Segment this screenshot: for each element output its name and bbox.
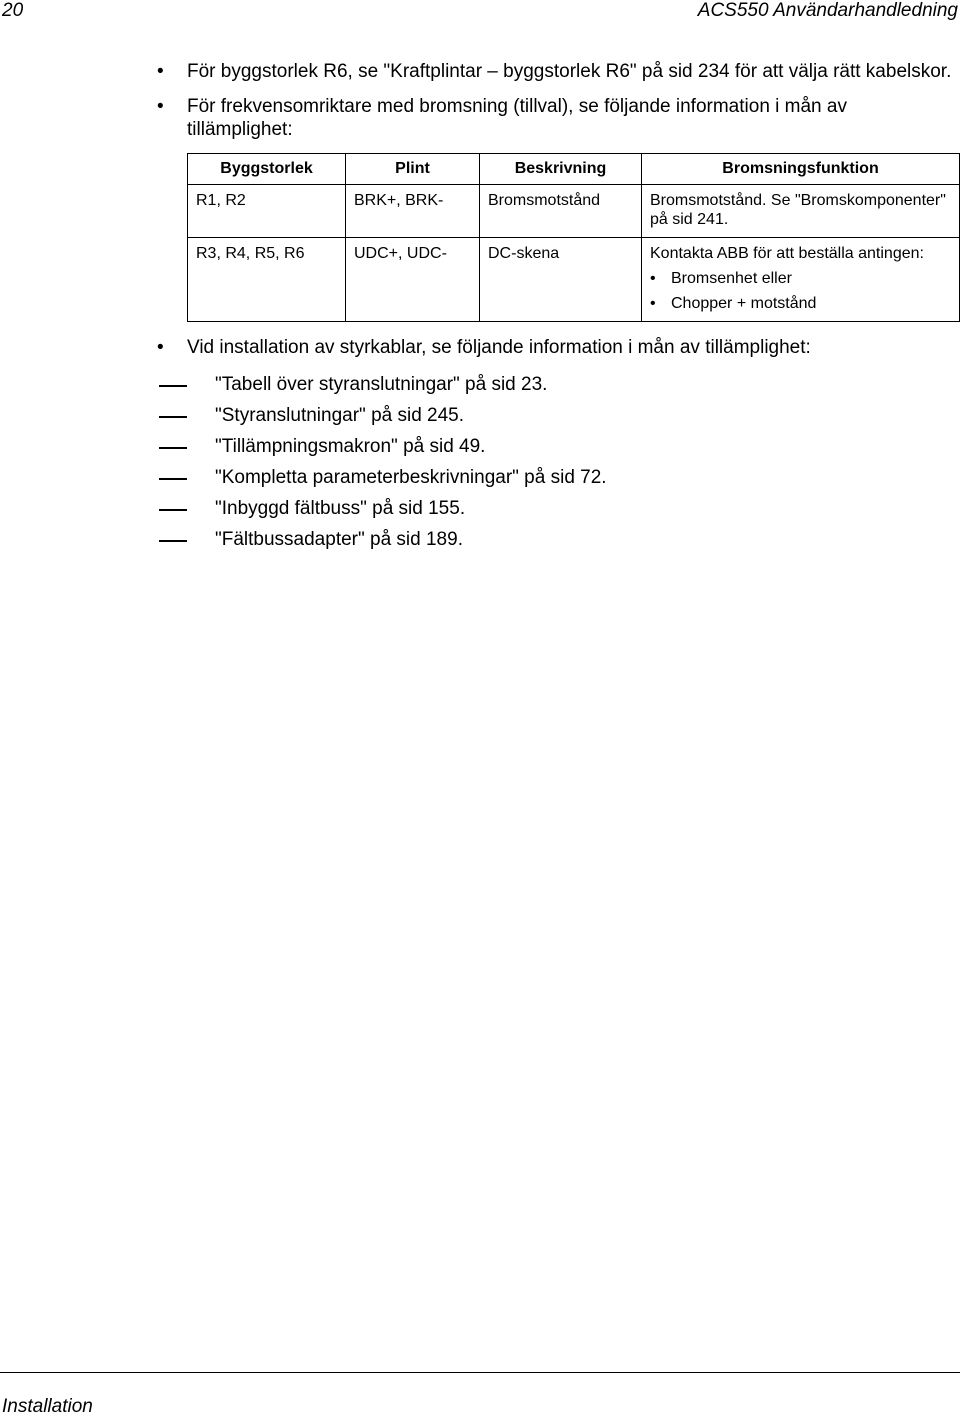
cell-function (642, 238, 960, 322)
list-item: "Tabell över styranslutningar" på sid 23. (159, 373, 957, 396)
cell-description: DC-skena (480, 238, 642, 322)
table-row (188, 185, 960, 238)
page-content (187, 60, 957, 563)
cell-size: R1, R2 (188, 185, 346, 238)
footer-divider (0, 1372, 960, 1373)
cell-description: Bromsmotstånd (480, 185, 642, 238)
list-item: "Inbyggd fältbuss" på sid 155. (159, 497, 957, 520)
cell-size: R3, R4, R5, R6 (188, 238, 346, 322)
list-item: "Styranslutningar" på sid 245. (159, 404, 957, 427)
column-header-function: Bromsningsfunktion (642, 154, 960, 185)
cell-function: Bromsmotstånd. Se "Bromskomponenter" på sid 241. (642, 185, 960, 238)
function-text: Kontakta ABB för att beställa antingen: (650, 245, 924, 262)
column-header-description: Beskrivning (480, 154, 642, 185)
bullet-control-cables (187, 336, 957, 551)
list-item: "Tillämpningsmakron" på sid 49. (159, 435, 957, 458)
column-header-size: Byggstorlek (188, 154, 346, 185)
control-references (159, 373, 957, 551)
table-header-row (188, 154, 960, 185)
column-header-terminal: Plint (346, 154, 480, 185)
page-number: 20 (2, 0, 24, 21)
cell-terminal: BRK+, BRK- (346, 185, 480, 238)
list-item: "Fältbussadapter" på sid 189. (159, 528, 957, 551)
list-item: "Kompletta parameterbeskrivningar" på sid 72. (159, 466, 957, 489)
bullet-braking: • För frekvensomriktare med bromsning (tillval), se följande information i mån av tillämplighet: (187, 95, 957, 141)
footer-section-label: Installation (2, 1396, 93, 1417)
function-options (650, 269, 953, 313)
list-item: • Bromsenhet eller (650, 269, 953, 288)
list-item: • Chopper + motstånd (650, 294, 953, 313)
bullet-control-cables-text: • Vid installation av styrkablar, se följande information i mån av tillämplighet: (187, 337, 811, 358)
cell-terminal: UDC+, UDC- (346, 238, 480, 322)
document-title: ACS550 Användarhandledning (697, 0, 958, 21)
braking-table (187, 153, 960, 322)
table-row (188, 238, 960, 322)
bullet-frame-r6: • För byggstorlek R6, se "Kraftplintar – byggstorlek R6" på sid 234 för att välja rätt kabelskor. (187, 60, 957, 83)
